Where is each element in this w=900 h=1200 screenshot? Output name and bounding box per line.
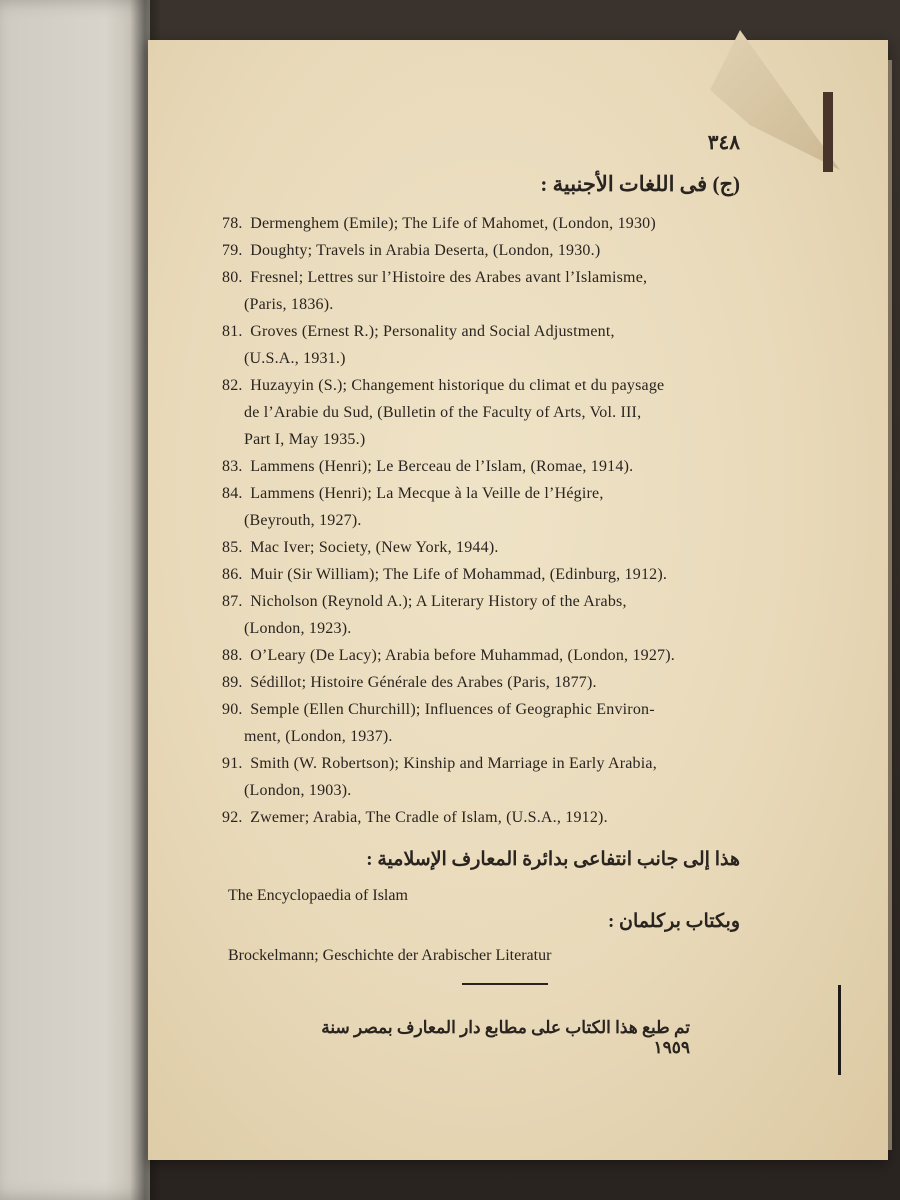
arabic-note-encyclopaedia: هذا إلى جانب انتفاعى بدائرة المعارف الإسلامية : [366, 849, 740, 870]
page-number: ٣٤٨ [707, 132, 740, 154]
bibliography-entry: 87. Nicholson (Reynold A.); A Literary History of the Arabs, (London, 1923). [222, 593, 627, 637]
arabic-note-brockelmann: وبكتاب بركلمان : [607, 911, 740, 932]
bibliography-entry: 80. Fresnel; Lettres sur l’Histoire des Arabes avant l’Islamisme, (Paris, 1836). [222, 269, 648, 313]
bibliography-entry: 78. Dermenghem (Emile); The Life of Mahomet, (London, 1930) [222, 215, 656, 232]
bibliography-entry: 90. Semple (Ellen Churchill); Influences of Geographic Environ- ment, (London, 1937). [222, 701, 655, 745]
bibliography-entry: 85. Mac Iver; Society, (New York, 1944). [222, 539, 499, 556]
margin-mark [838, 985, 841, 1075]
bibliography-entry: 89. Sédillot; Histoire Générale des Arabes (Paris, 1877). [222, 674, 597, 691]
section-heading: (ج) فى اللغات الأجنبية : [540, 172, 740, 196]
printing-colophon: تم طبع هذا الكتاب على مطابع دار المعارف بمصر سنة ١٩٥٩ [321, 1018, 690, 1057]
bibliography-entry: 79. Doughty; Travels in Arabia Deserta, (London, 1930.) [222, 242, 601, 259]
bibliography-entry: 84. Lammens (Henri); La Mecque à la Veille de l’Hégire, (Beyrouth, 1927). [222, 485, 604, 529]
bibliography-entry: 91. Smith (W. Robertson); Kinship and Marriage in Early Arabia, (London, 1903). [222, 755, 657, 799]
brockelmann-reference: Brockelmann; Geschichte der Arabischer Literatur [228, 947, 552, 964]
bibliography-entry: 86. Muir (Sir William); The Life of Mohammad, (Edinburg, 1912). [222, 566, 668, 583]
bibliography-list [222, 210, 752, 831]
encyclopaedia-reference: The Encyclopaedia of Islam [228, 887, 408, 904]
bibliography-entry: 83. Lammens (Henri); Le Berceau de l’Islam, (Romae, 1914). [222, 458, 634, 475]
bibliography-entry: 82. Huzayyin (S.); Changement historique du climat et du paysage de l’Arabie du Sud, (Bulletin of the Faculty of Arts, Vol. III, Part I, May 1935.) [222, 377, 665, 448]
divider-rule [462, 983, 548, 985]
bibliography-entry: 81. Groves (Ernest R.); Personality and Social Adjustment, (U.S.A., 1931.) [222, 323, 615, 367]
bibliography-entry: 92. Zwemer; Arabia, The Cradle of Islam, (U.S.A., 1912). [222, 809, 608, 826]
bibliography-entry: 88. O’Leary (De Lacy); Arabia before Muhammad, (London, 1927). [222, 647, 675, 664]
